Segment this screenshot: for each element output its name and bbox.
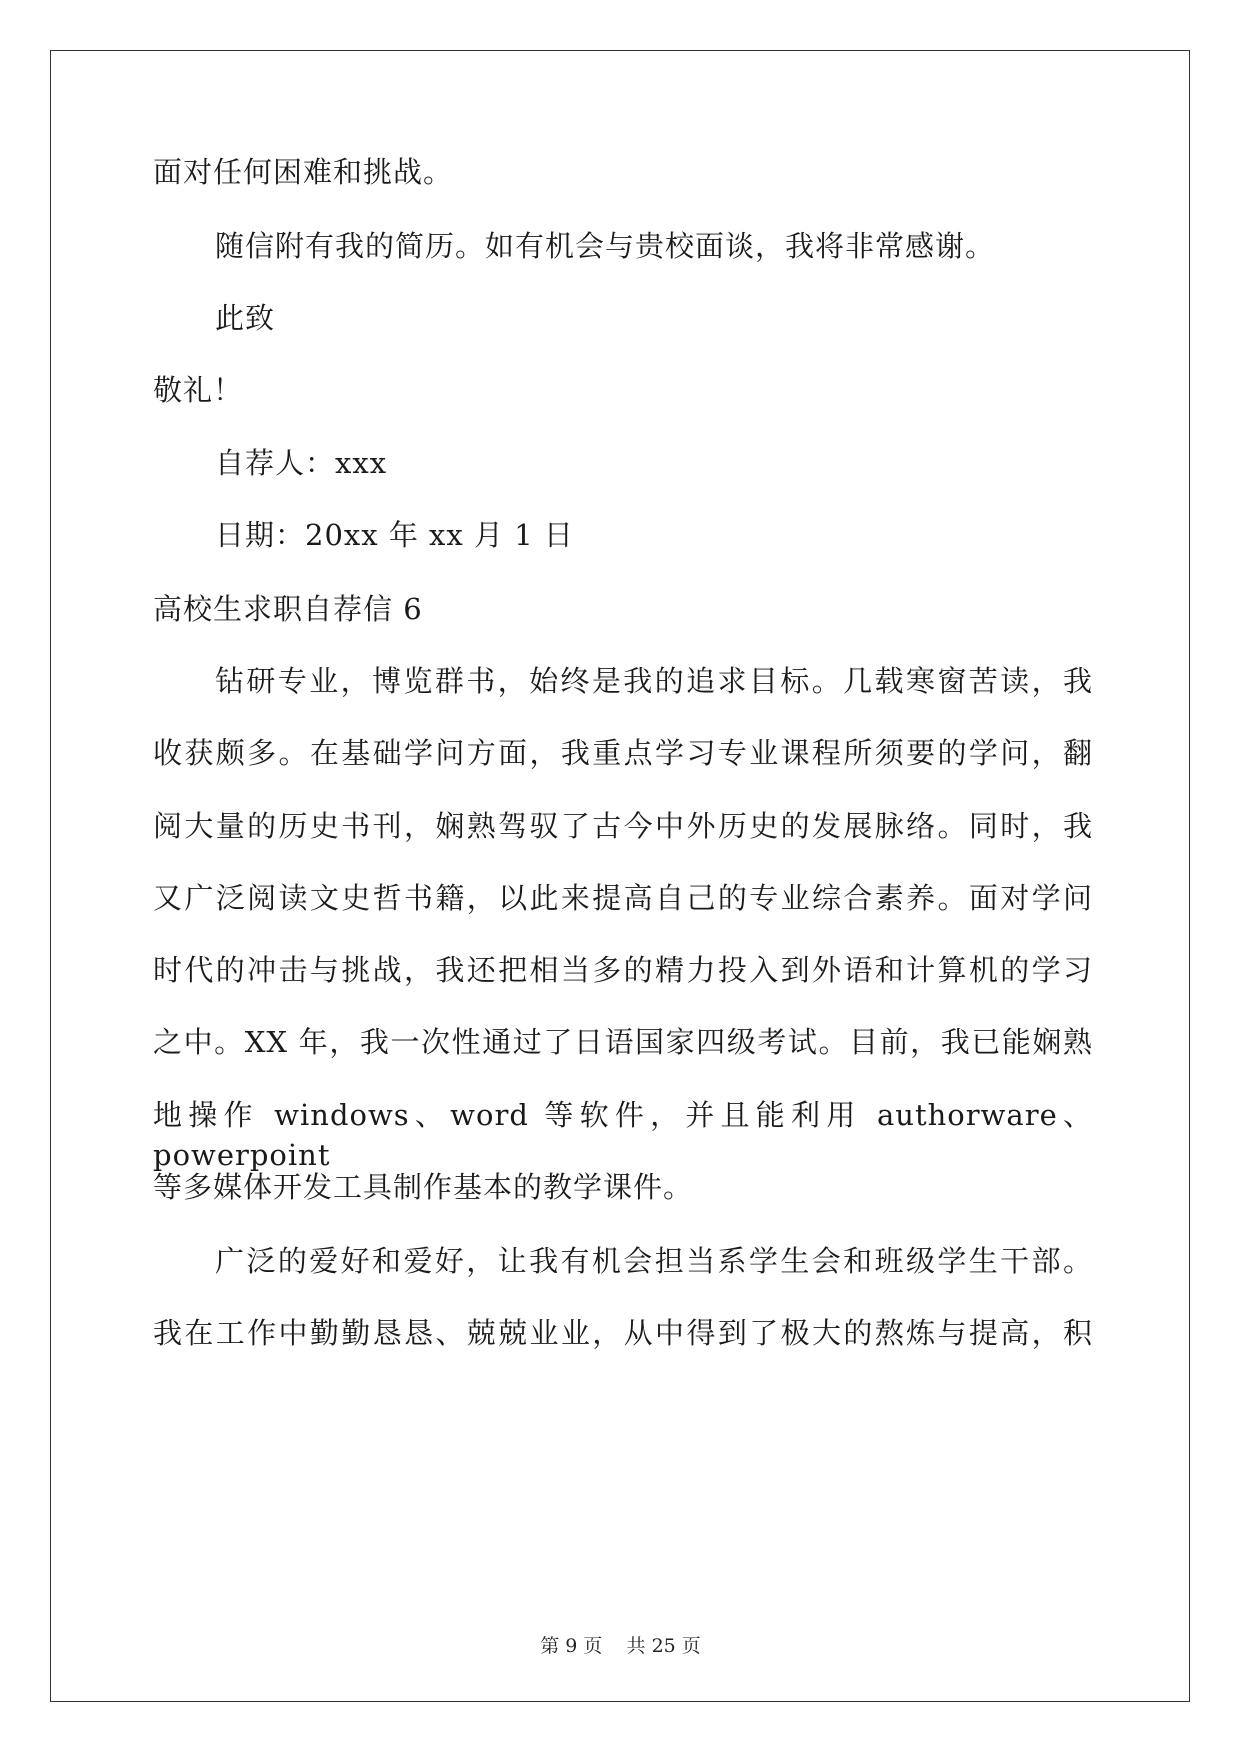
- text-line: 等多媒体开发工具制作基本的教学课件。: [153, 1170, 694, 1204]
- text-line: 广泛的爱好和爱好，让我有机会担当系学生会和班级学生干部。: [215, 1244, 1093, 1278]
- page-footer: [0, 1634, 1241, 1658]
- text-line: 阅大量的历史书刊，娴熟驾驭了古今中外历史的发展脉络。同时，我: [153, 809, 1093, 843]
- text-line: 随信附有我的简历。如有机会与贵校面谈，我将非常感谢。: [215, 229, 996, 263]
- page-total: 共 25 页: [626, 1635, 701, 1657]
- text-line: 我在工作中勤勤恳恳、兢兢业业，从中得到了极大的熬炼与提高，积: [153, 1316, 1093, 1350]
- signature-line: 自荐人：xxx: [215, 446, 388, 480]
- salutation-line: 此致: [215, 301, 276, 335]
- text-line: 面对任何困难和挑战。: [153, 155, 454, 189]
- salutation-line: 敬礼！: [153, 373, 244, 407]
- date-line: 日期：20xx 年 xx 月 1 日: [215, 518, 574, 552]
- text-line: 之中。XX 年，我一次性通过了日语国家四级考试。目前，我已能娴熟: [153, 1025, 1093, 1059]
- text-line: 时代的冲击与挑战，我还把相当多的精力投入到外语和计算机的学习: [153, 953, 1093, 987]
- text-line: 钻研专业，博览群书，始终是我的追求目标。几载寒窗苦读，我: [215, 664, 1093, 698]
- text-line: 收获颇多。在基础学问方面，我重点学习专业课程所须要的学问，翻: [153, 736, 1093, 770]
- page-number: 第 9 页: [540, 1635, 603, 1657]
- text-line: 又广泛阅读文史哲书籍，以此来提高自己的专业综合素养。面对学问: [153, 881, 1093, 915]
- section-title: 高校生求职自荐信 6: [153, 592, 423, 626]
- text-line: 地操作 windows、word 等软件，并且能利用 authorware、powerpoint: [153, 1098, 1093, 1172]
